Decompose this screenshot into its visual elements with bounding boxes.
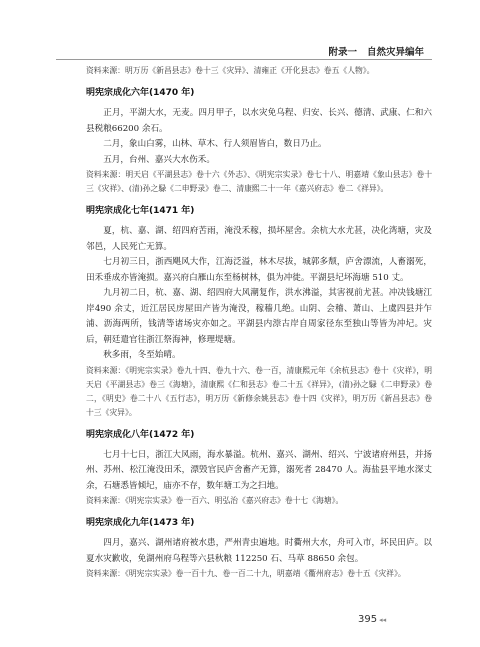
source-note: 资料来源：明万历《新昌县志》卷十三《灾异》、清雍正《开化县志》卷五《人物》。 <box>86 66 375 75</box>
source-note: 资料来源：《明宪宗实录》卷九十四、卷九十六、卷一百，清康熙元年《余杭县志》卷十《灾祥》，明天启《平湖县志》卷三《海塘》，清康熙《仁和县志》卷二十五《祥异》，(清)孙之騄《二申野录》卷二，《明史》卷二十八《五行志》，明万历《新修余姚县志》卷十四《灾祥》，明万历《新昌县志》卷十三《灾异》。 <box>86 365 432 417</box>
running-head <box>328 44 424 58</box>
body-paragraph: 九月初二日，杭、嘉、湖、绍四府大风潮复作，洪水沸溢，其害视前尤甚。冲决钱塘江岸490 余丈，近江居民房屋田产皆为淹没，稼穑几绝。山阴、会稽、萧山、上虞四县并乍浦、沥海两所，钱清等诸场灾亦如之。平湖县内漴古岸自周家径东至独山等皆为冲圮。灾后，朝廷遣官往浙江祭海神，修理堤塘。 <box>86 288 432 345</box>
body-paragraph: 二月，象山白雾，山林、草木、行人须眉皆白，数日乃止。 <box>103 139 327 149</box>
section-heading: 明宪宗成化八年(1472 年) <box>86 429 195 440</box>
header-rule <box>56 59 432 60</box>
body-paragraph: 七月十七日，浙江大风雨，海水暴溢。杭州、嘉兴、湖州、绍兴、宁波诸府州县，并扬州、苏州、松江淹没田禾，漂毁官民庐舍畜产无算，溺死者 28470 人。海盐县平地水深丈余，石塘悉皆倾圮，庙亦不存，数年塘工为之扫地。 <box>86 449 432 491</box>
section-heading: 明宪宗成化六年(1470 年) <box>86 88 195 98</box>
body-paragraph: 夏，杭、嘉、湖、绍四府苦雨，淹没禾稼，损坏屋舍。余杭大水尤甚，决化湾塘，灾及邻邑，人民死亡无算。 <box>86 226 432 252</box>
page-body <box>86 64 432 583</box>
appendix-label: 附录一 <box>328 47 357 58</box>
page-number <box>358 614 386 625</box>
body-paragraph: 正月，平湖大水，无麦。四月甲子，以水灾免乌程、归安、长兴、德清、武康、仁和六县税粮66200 余石。 <box>86 108 432 134</box>
section-heading: 明宪宗成化七年(1471 年) <box>86 206 195 216</box>
page-number-value: 395 <box>358 614 378 625</box>
chapter-title: 自然灾异编年 <box>366 47 424 58</box>
section-heading: 明宪宗成化九年(1473 年) <box>86 518 195 528</box>
body-paragraph: 四月，嘉兴、湖州诸府被水患，严州青虫遍地。时衢州大水，舟可入市，坏民田庐。以夏水灾歉收，免湖州府乌程等六县秋粮 112250 石、马草 88650 余包。 <box>86 538 432 564</box>
source-note: 资料来源：明天启《平湖县志》卷十六《外志》、《明宪宗实录》卷七十八、明嘉靖《象山县志》卷十三《灾祥》、(清)孙之騄《二申野录》卷二、清康熙二十一年《嘉兴府志》卷二《祥异》。 <box>86 170 432 193</box>
source-note: 资料来源：《明宪宗实录》卷一百六、明弘治《嘉兴府志》卷十七《海塘》。 <box>86 496 344 505</box>
page-mark-icon: ◂◂ <box>379 616 387 624</box>
body-paragraph: 七月初三日，浙西飓风大作，江海泛溢，林木尽拔，城郭多颓，庐舍漂流，人畜溺死，田禾垂成亦皆淹损。嘉兴府白雁山东至杨树林，俱为冲徙。平湖县圮坏海塘 510 丈。 <box>86 257 432 283</box>
body-paragraph: 五月，台州、嘉兴大水伤禾。 <box>103 154 215 165</box>
body-paragraph: 秋多雨，冬至始晴。 <box>103 350 181 360</box>
source-note: 资料来源：《明宪宗实录》卷一百十九、卷一百二十九，明嘉靖《衢州府志》卷十五《灾祥》。 <box>86 569 406 578</box>
